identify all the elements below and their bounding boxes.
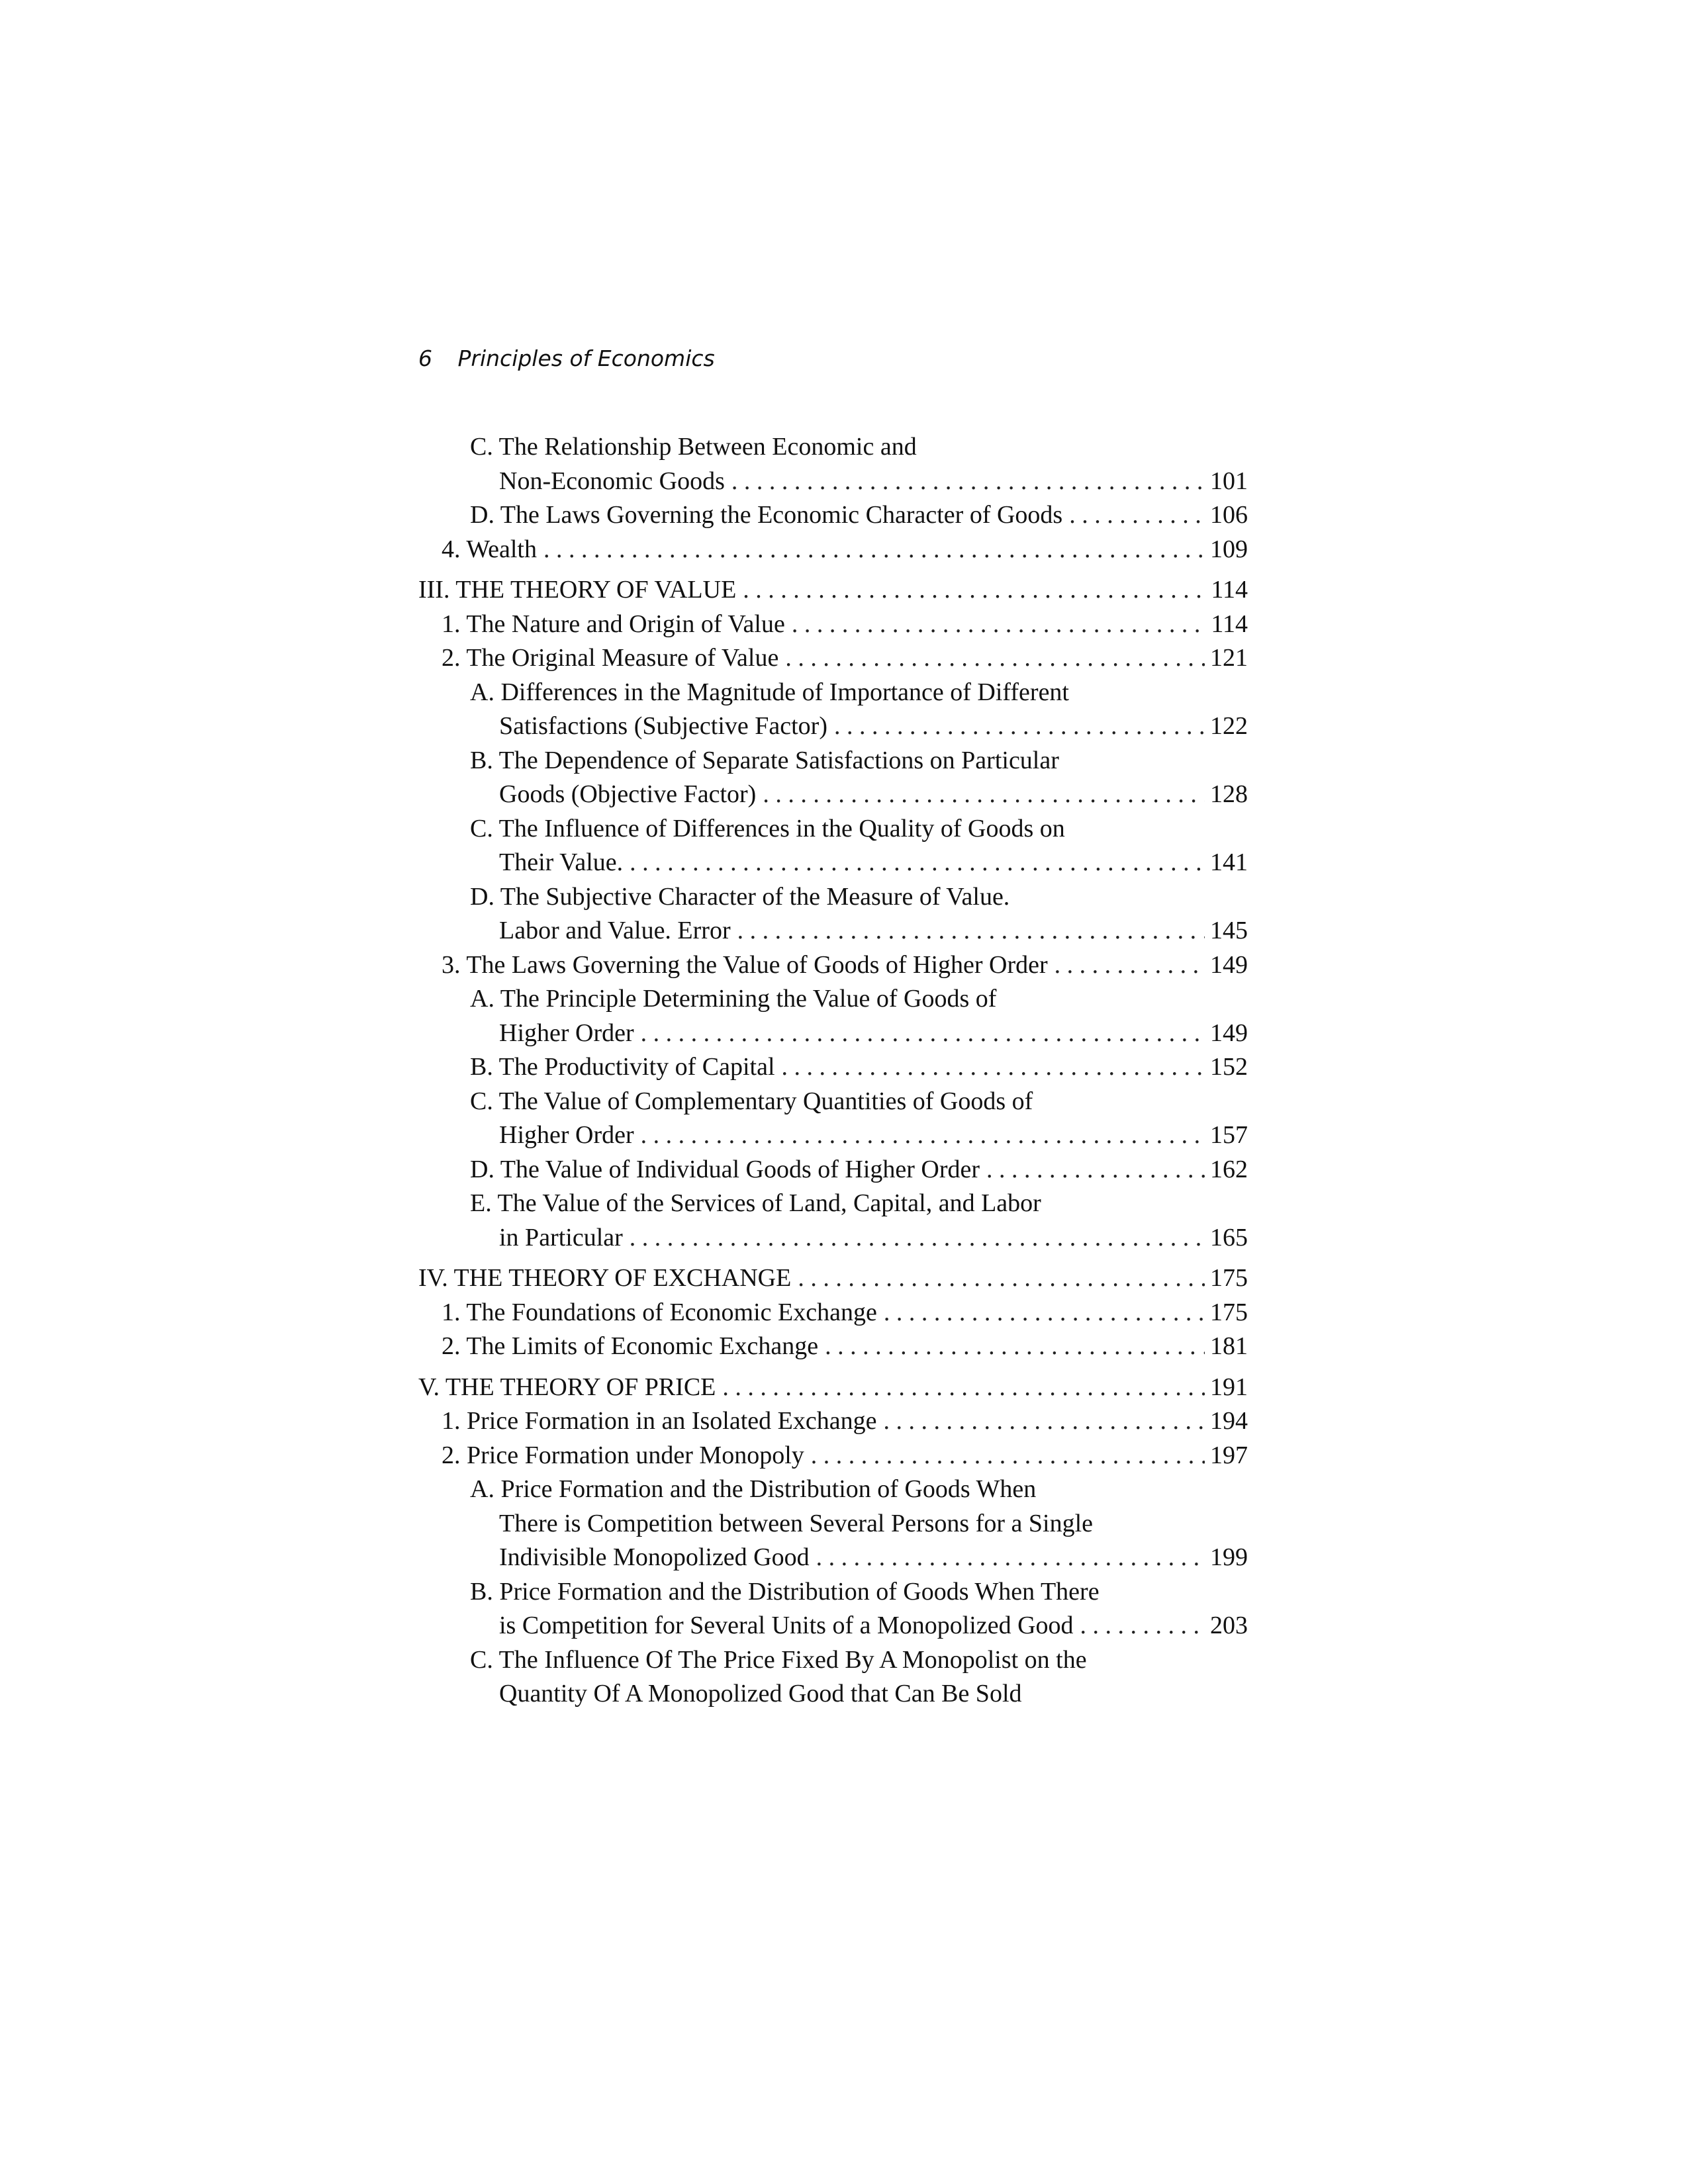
toc-page-number: 191	[1210, 1373, 1248, 1401]
toc-line	[418, 1330, 1248, 1364]
toc-entry	[418, 608, 1248, 642]
dot-leader	[798, 1261, 1205, 1296]
toc-line	[418, 465, 1248, 499]
dot-leader	[1080, 1609, 1205, 1643]
toc-entry-title: D. The Subjective Character of the Measure of Value.	[470, 882, 1010, 911]
toc-line	[418, 430, 1248, 465]
toc-entry	[418, 1153, 1248, 1187]
toc-page-number: 197	[1210, 1441, 1248, 1469]
toc-entry-title: D. The Laws Governing the Economic Character of Goods	[470, 501, 1063, 529]
toc-entry	[418, 1404, 1248, 1439]
dot-leader	[743, 573, 1205, 608]
dot-leader	[883, 1404, 1205, 1439]
dot-leader	[641, 1017, 1205, 1051]
toc-entry-title: A. Differences in the Magnitude of Importance of Different	[470, 678, 1069, 706]
toc-page-number: 114	[1211, 610, 1248, 638]
toc-entry-title: Goods (Objective Factor)	[499, 780, 757, 808]
toc-line	[418, 1153, 1248, 1187]
page-number: 6	[418, 345, 432, 371]
toc-page-number: 149	[1210, 1019, 1248, 1047]
toc-page-number: 109	[1210, 535, 1248, 563]
toc-page-number: 157	[1210, 1121, 1248, 1149]
toc-entry	[418, 1050, 1248, 1085]
dot-leader	[792, 608, 1206, 642]
toc-line	[418, 1609, 1248, 1643]
dot-leader	[731, 465, 1205, 499]
toc-line	[418, 914, 1248, 948]
toc-entry	[418, 1330, 1248, 1364]
toc-entry	[418, 1473, 1248, 1575]
toc-line	[418, 948, 1248, 983]
toc-entry	[418, 498, 1248, 533]
dot-leader	[782, 1050, 1205, 1085]
toc-entry-title: in Particular	[499, 1223, 623, 1251]
toc-page-number: 165	[1210, 1223, 1248, 1251]
toc-entry	[418, 1371, 1248, 1405]
toc-entry-title: Their Value.	[499, 848, 624, 876]
toc-entry-title: Higher Order	[499, 1019, 634, 1047]
dot-leader	[986, 1153, 1205, 1187]
toc-entry	[418, 1085, 1248, 1153]
toc-line	[418, 1575, 1248, 1610]
toc-line	[418, 641, 1248, 676]
toc-entry	[418, 812, 1248, 880]
toc-entry	[418, 1575, 1248, 1643]
toc-entry	[418, 641, 1248, 676]
toc-entry-title: C. The Influence of Differences in the Quality of Goods on	[470, 814, 1065, 842]
toc-page-number: 149	[1210, 950, 1248, 979]
toc-page-number: 181	[1210, 1332, 1248, 1360]
toc-line	[418, 573, 1248, 608]
dot-leader	[763, 778, 1205, 812]
toc-entry	[418, 430, 1248, 498]
toc-page-number: 122	[1210, 712, 1248, 740]
toc-page-number: 145	[1210, 917, 1248, 944]
toc-line	[418, 812, 1248, 846]
toc-line	[418, 744, 1248, 778]
toc-entry-title: There is Competition between Several Persons for a Single	[499, 1509, 1094, 1537]
toc-line	[418, 778, 1248, 812]
dot-leader	[825, 1330, 1205, 1364]
toc-entry-title: 4. Wealth	[442, 535, 537, 563]
toc-line	[418, 1085, 1248, 1119]
toc-line	[418, 1507, 1248, 1541]
dot-leader	[816, 1541, 1205, 1575]
toc-entry	[418, 676, 1248, 744]
toc-entry-title: is Competition for Several Units of a Monopolized Good	[499, 1612, 1074, 1639]
toc-entry-title: Indivisible Monopolized Good	[499, 1543, 810, 1571]
toc-page-number: 101	[1210, 467, 1248, 495]
toc-entry	[418, 1643, 1248, 1711]
toc-line	[418, 709, 1248, 744]
toc-entry-title: B. Price Formation and the Distribution of Goods When There	[470, 1577, 1100, 1606]
toc-line	[418, 1050, 1248, 1085]
dot-leader	[834, 709, 1205, 744]
toc-entry-title: 3. The Laws Governing the Value of Goods of Higher Order	[442, 950, 1048, 979]
toc-line	[418, 1118, 1248, 1153]
toc-entry-title: Labor and Value. Error	[499, 917, 731, 944]
toc-page-number: 106	[1210, 501, 1248, 529]
toc-entry-title: 2. The Limits of Economic Exchange	[442, 1332, 819, 1360]
toc-entry-title: V. THE THEORY OF PRICE	[418, 1373, 716, 1401]
toc-entry-title: A. Price Formation and the Distribution of Goods When	[470, 1475, 1037, 1503]
toc-line	[418, 676, 1248, 710]
toc-line	[418, 1541, 1248, 1575]
toc-page-number: 199	[1210, 1543, 1248, 1571]
toc-line	[418, 1643, 1248, 1678]
toc-entry	[418, 1187, 1248, 1255]
toc-entry	[418, 1296, 1248, 1330]
toc-entry-title: C. The Influence Of The Price Fixed By A Monopolist on the	[470, 1645, 1087, 1674]
toc-entry-title: IV. THE THEORY OF EXCHANGE	[418, 1264, 792, 1292]
toc-line	[418, 1296, 1248, 1330]
toc-line	[418, 982, 1248, 1017]
toc-page-number: 152	[1210, 1053, 1248, 1081]
toc-line	[418, 1221, 1248, 1255]
toc-line	[418, 1187, 1248, 1221]
toc-entry	[418, 744, 1248, 812]
toc-entry-title: III. THE THEORY OF VALUE	[418, 576, 737, 604]
toc-entry-title: Satisfactions (Subjective Factor)	[499, 712, 827, 740]
toc-line	[418, 1473, 1248, 1507]
toc-line	[418, 1677, 1248, 1711]
toc-entry	[418, 948, 1248, 983]
toc-line	[418, 1261, 1248, 1296]
dot-leader	[884, 1296, 1205, 1330]
toc-line	[418, 533, 1248, 567]
toc-line	[418, 608, 1248, 642]
toc-entry	[418, 533, 1248, 567]
toc-entry	[418, 1261, 1248, 1296]
table-of-contents	[418, 430, 1248, 1711]
toc-entry	[418, 573, 1248, 608]
toc-entry-title: Non-Economic Goods	[499, 467, 725, 495]
dot-leader	[543, 533, 1205, 567]
dot-leader	[811, 1439, 1205, 1473]
toc-entry-title: C. The Value of Complementary Quantities of Goods of	[470, 1087, 1033, 1115]
toc-line	[418, 498, 1248, 533]
toc-entry-title: Higher Order	[499, 1121, 634, 1149]
toc-entry-title: 1. Price Formation in an Isolated Exchange	[442, 1407, 877, 1435]
toc-entry-title: B. The Dependence of Separate Satisfactions on Particular	[470, 746, 1059, 774]
toc-entry-title: E. The Value of the Services of Land, Capital, and Labor	[470, 1189, 1041, 1217]
toc-line	[418, 1439, 1248, 1473]
dot-leader	[737, 914, 1205, 948]
toc-page-number: 162	[1210, 1155, 1248, 1183]
toc-entry-title: 1. The Nature and Origin of Value	[442, 610, 785, 638]
toc-line	[418, 880, 1248, 915]
toc-page-number: 141	[1210, 848, 1248, 876]
dot-leader	[1055, 948, 1205, 983]
dot-leader	[641, 1118, 1205, 1153]
book-title: Principles of Economics	[457, 345, 715, 371]
toc-page-number: 121	[1210, 644, 1248, 672]
running-head	[418, 345, 715, 371]
dot-leader	[1069, 498, 1205, 533]
toc-entry-title: 2. The Original Measure of Value	[442, 644, 779, 672]
dot-leader	[630, 846, 1205, 880]
toc-line	[418, 1371, 1248, 1405]
toc-line	[418, 1404, 1248, 1439]
toc-page-number: 114	[1211, 576, 1248, 604]
toc-page-number: 175	[1210, 1298, 1248, 1326]
toc-page-number: 194	[1210, 1407, 1248, 1435]
toc-entry	[418, 880, 1248, 948]
toc-entry-title: D. The Value of Individual Goods of Higher Order	[470, 1155, 980, 1183]
toc-entry	[418, 982, 1248, 1050]
toc-entry-title: B. The Productivity of Capital	[470, 1053, 775, 1081]
toc-page-number: 128	[1210, 780, 1248, 808]
toc-line	[418, 846, 1248, 880]
toc-page-number: 175	[1210, 1264, 1248, 1292]
dot-leader	[785, 641, 1205, 676]
toc-entry-title: A. The Principle Determining the Value of Goods of	[470, 985, 997, 1013]
toc-entry-title: C. The Relationship Between Economic and	[470, 433, 917, 461]
dot-leader	[630, 1221, 1205, 1255]
toc-entry-title: 2. Price Formation under Monopoly	[442, 1441, 804, 1469]
dot-leader	[722, 1371, 1205, 1405]
toc-entry-title: Quantity Of A Monopolized Good that Can Be Sold	[499, 1680, 1022, 1707]
toc-page-number: 203	[1210, 1612, 1248, 1639]
toc-entry-title: 1. The Foundations of Economic Exchange	[442, 1298, 877, 1326]
toc-entry	[418, 1439, 1248, 1473]
toc-line	[418, 1017, 1248, 1051]
